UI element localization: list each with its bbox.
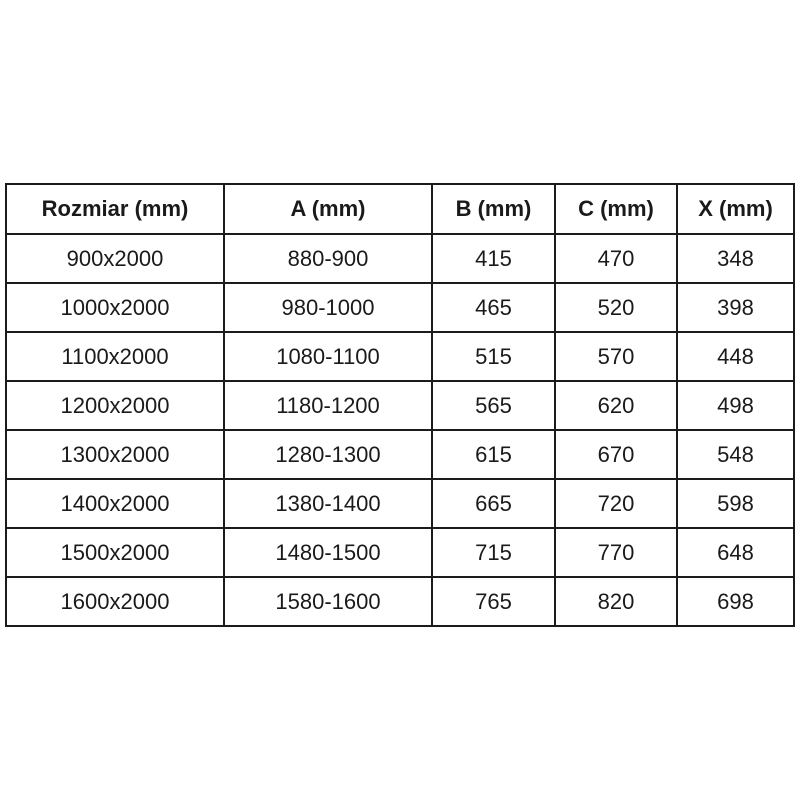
table-cell: 548	[677, 430, 794, 479]
table-body	[6, 234, 794, 626]
table-cell: 598	[677, 479, 794, 528]
table-cell: 465	[432, 283, 555, 332]
table-cell: 398	[677, 283, 794, 332]
table-cell: 720	[555, 479, 677, 528]
column-header-a: A (mm)	[224, 184, 432, 234]
column-header-c: C (mm)	[555, 184, 677, 234]
table-cell: 670	[555, 430, 677, 479]
table-cell: 665	[432, 479, 555, 528]
table-cell: 1100x2000	[6, 332, 224, 381]
column-header-rozmiar: Rozmiar (mm)	[6, 184, 224, 234]
table-cell: 620	[555, 381, 677, 430]
table-cell: 765	[432, 577, 555, 626]
table-cell: 520	[555, 283, 677, 332]
table-row	[6, 430, 794, 479]
column-header-x: X (mm)	[677, 184, 794, 234]
table-row	[6, 332, 794, 381]
table-row	[6, 528, 794, 577]
table-cell: 415	[432, 234, 555, 283]
table-cell: 1080-1100	[224, 332, 432, 381]
table-cell: 565	[432, 381, 555, 430]
table-cell: 900x2000	[6, 234, 224, 283]
table-cell: 470	[555, 234, 677, 283]
size-specification-table	[5, 183, 795, 627]
table-cell: 1380-1400	[224, 479, 432, 528]
table-cell: 1500x2000	[6, 528, 224, 577]
table-row	[6, 283, 794, 332]
table-cell: 448	[677, 332, 794, 381]
table-cell: 570	[555, 332, 677, 381]
table-cell: 698	[677, 577, 794, 626]
table-cell: 615	[432, 430, 555, 479]
column-header-b: B (mm)	[432, 184, 555, 234]
table-cell: 1400x2000	[6, 479, 224, 528]
table-cell: 1580-1600	[224, 577, 432, 626]
table-row	[6, 381, 794, 430]
table-row	[6, 479, 794, 528]
table-cell: 1600x2000	[6, 577, 224, 626]
table-cell: 820	[555, 577, 677, 626]
table-row	[6, 234, 794, 283]
table-cell: 880-900	[224, 234, 432, 283]
table-cell: 515	[432, 332, 555, 381]
table-cell: 1000x2000	[6, 283, 224, 332]
table-cell: 1280-1300	[224, 430, 432, 479]
table-cell: 1300x2000	[6, 430, 224, 479]
table-cell: 1200x2000	[6, 381, 224, 430]
table-cell: 648	[677, 528, 794, 577]
table-cell: 498	[677, 381, 794, 430]
table-cell: 715	[432, 528, 555, 577]
table-cell: 348	[677, 234, 794, 283]
table-cell: 1480-1500	[224, 528, 432, 577]
table-row	[6, 577, 794, 626]
table-header-row	[6, 184, 794, 234]
table-cell: 980-1000	[224, 283, 432, 332]
table-cell: 770	[555, 528, 677, 577]
table-cell: 1180-1200	[224, 381, 432, 430]
